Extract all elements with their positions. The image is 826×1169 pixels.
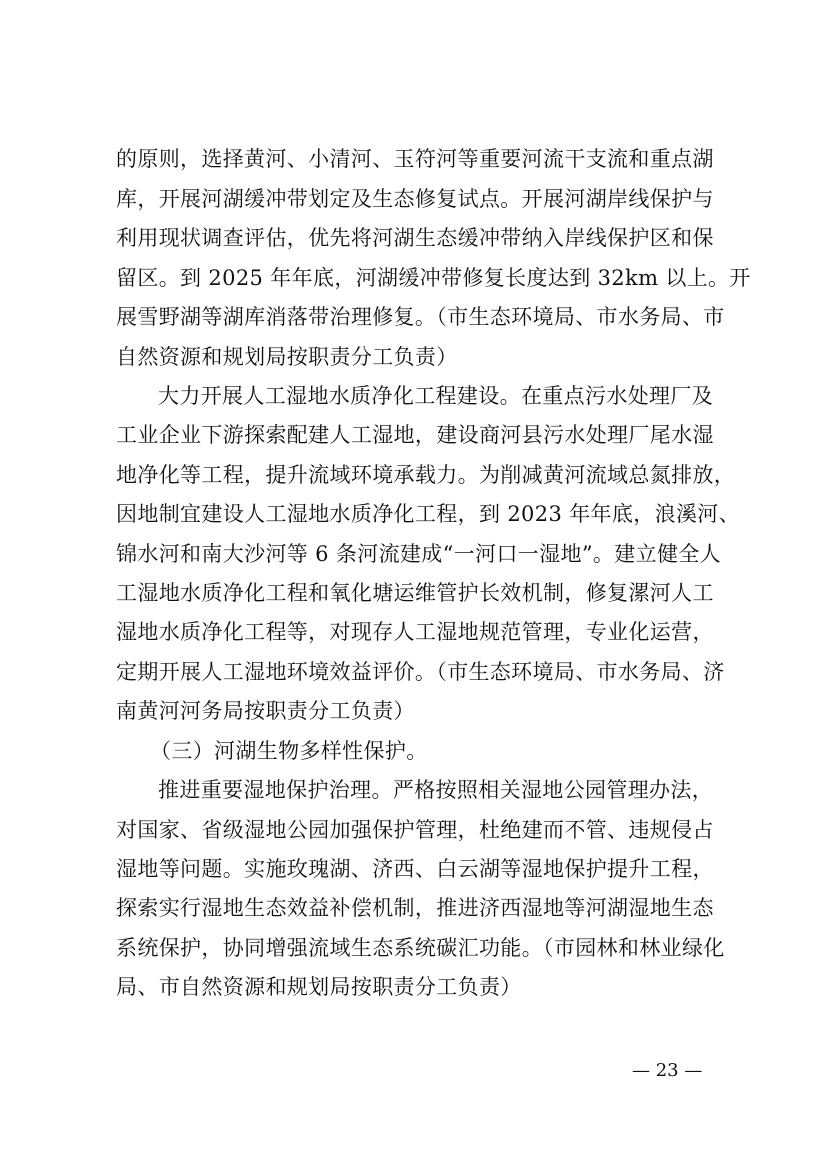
text-line: 南黄河河务局按职责分工负责） xyxy=(116,699,415,723)
text-line: 库，开展河湖缓冲带划定及生态修复试点。开展河湖岸线保护与 xyxy=(116,187,714,211)
text-line: 工湿地水质净化工程和氧化塘运维管护长效机制，修复漯河人工 xyxy=(116,581,714,605)
text-line: 锦水河和南大沙河等 6 条河流建成“一河口一湿地”。建立健全人 xyxy=(116,542,722,566)
text-line: 的原则，选择黄河、小清河、玉符河等重要河流干支流和重点湖 xyxy=(116,147,714,171)
paragraph-first-line: 大力开展人工湿地水质净化工程建设。在重点污水处理厂及 xyxy=(158,384,714,408)
text-line: 自然资源和规划局按职责分工负责） xyxy=(116,345,458,369)
text-line: 工业企业下游探索配建人工湿地，建设商河县污水处理厂尾水湿 xyxy=(116,423,714,447)
text-line: 地净化等工程，提升流域环境承载力。为削减黄河流域总氮排放， xyxy=(116,463,736,487)
text-line: 因地制宜建设人工湿地水质净化工程，到 2023 年年底，浪溪河、 xyxy=(116,502,740,526)
text-line: 探索实行湿地生态效益补偿机制，推进济西湿地等河湖湿地生态 xyxy=(116,896,714,920)
text-line: 局、市自然资源和规划局按职责分工负责） xyxy=(116,975,522,999)
text-line: 留区。到 2025 年年底，河湖缓冲带修复长度达到 32km 以上。开 xyxy=(116,266,751,290)
text-line: 利用现状调查评估，优先将河湖生态缓冲带纳入岸线保护区和保 xyxy=(116,226,714,250)
paragraph-first-line: 推进重要湿地保护治理。严格按照相关湿地公园管理办法， xyxy=(158,778,714,802)
text-line: 展雪野湖等湖库消落带治理修复。（市生态环境局、市水务局、市 xyxy=(116,305,725,329)
text-line: 湿地水质净化工程等，对现存人工湿地规范管理，专业化运营， xyxy=(116,620,714,644)
page-number: — 23 — xyxy=(632,1060,703,1081)
text-line: 定期开展人工湿地环境效益评价。（市生态环境局、市水务局、济 xyxy=(116,660,725,684)
text-line: 系统保护，协同增强流域生态系统碳汇功能。（市园林和林业绿化 xyxy=(116,936,725,960)
text-line: 对国家、省级湿地公园加强保护管理，杜绝建而不管、违规侵占 xyxy=(116,818,714,842)
text-line: 湿地等问题。实施玫瑰湖、济西、白云湖等湿地保护提升工程， xyxy=(116,857,714,881)
section-heading: （三）河湖生物多样性保护。 xyxy=(150,739,428,763)
